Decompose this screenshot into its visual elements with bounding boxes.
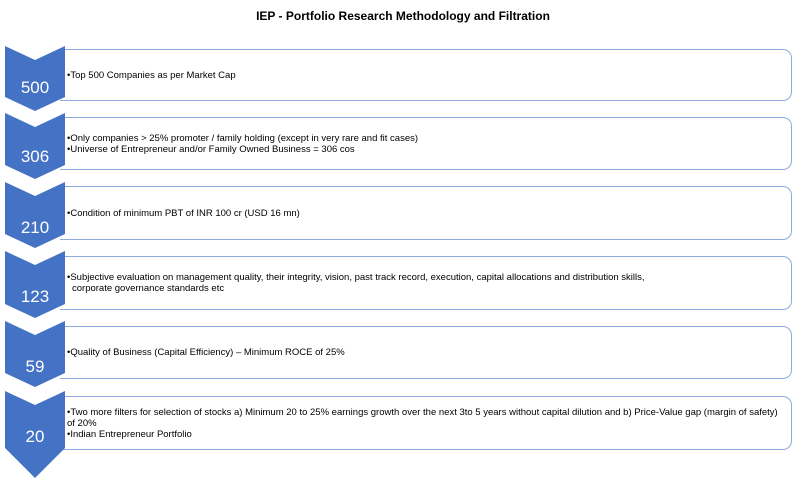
bullet-item: •Quality of Business (Capital Efficiency) – Minimum ROCE of 25%	[67, 347, 345, 358]
stage-20	[0, 391, 806, 478]
bullet-item: •Two more filters for selection of stocks a) Minimum 20 to 25% earnings growth over the next 3to 5 years without capital dilution and b) Price-Value gap (margin of safety) of 20%	[67, 406, 778, 429]
stage-500	[0, 46, 806, 111]
stage-count: 20	[25, 427, 45, 446]
stage-box	[60, 49, 792, 101]
bullet-continuation: corporate governance standards etc	[72, 283, 225, 294]
stage-count: 306	[20, 147, 50, 166]
bullet-item: •Indian Entrepreneur Portfolio	[67, 428, 192, 440]
chevron-arrow	[5, 113, 65, 179]
stage-box	[60, 326, 792, 379]
bullet-item: •Subjective evaluation on management quality, their integrity, vision, past track record, execution, capital allocations and distribution skills,	[67, 272, 645, 283]
chevron-arrow	[5, 321, 65, 387]
stage-210	[0, 182, 806, 248]
stage-box	[60, 186, 792, 240]
chevron-arrow	[5, 182, 65, 248]
stage-box	[60, 256, 792, 310]
stage-box	[60, 396, 792, 450]
chevron-arrow	[5, 46, 65, 111]
bullet-item: •Universe of Entrepreneur and/or Family Owned Business = 306 cos	[67, 143, 355, 155]
stage-123	[0, 251, 806, 318]
stage-count: 59	[25, 357, 45, 376]
stage-count: 500	[20, 78, 50, 97]
stage-count: 123	[20, 287, 50, 306]
stage-306	[0, 113, 806, 179]
bullet-item: •Top 500 Companies as per Market Cap	[67, 69, 236, 81]
diagram-title: IEP - Portfolio Research Methodology and Filtration	[256, 9, 550, 23]
stage-box	[60, 117, 792, 170]
chevron-arrow	[5, 391, 65, 478]
stage-59	[0, 321, 806, 387]
chevron-arrow	[5, 251, 65, 318]
bullet-item: •Condition of minimum PBT of INR 100 cr (USD 16 mn)	[67, 207, 300, 219]
bullet-item: •Only companies > 25% promoter / family holding (except in very rare and fit cases)	[67, 132, 419, 144]
stage-count: 210	[20, 218, 50, 237]
